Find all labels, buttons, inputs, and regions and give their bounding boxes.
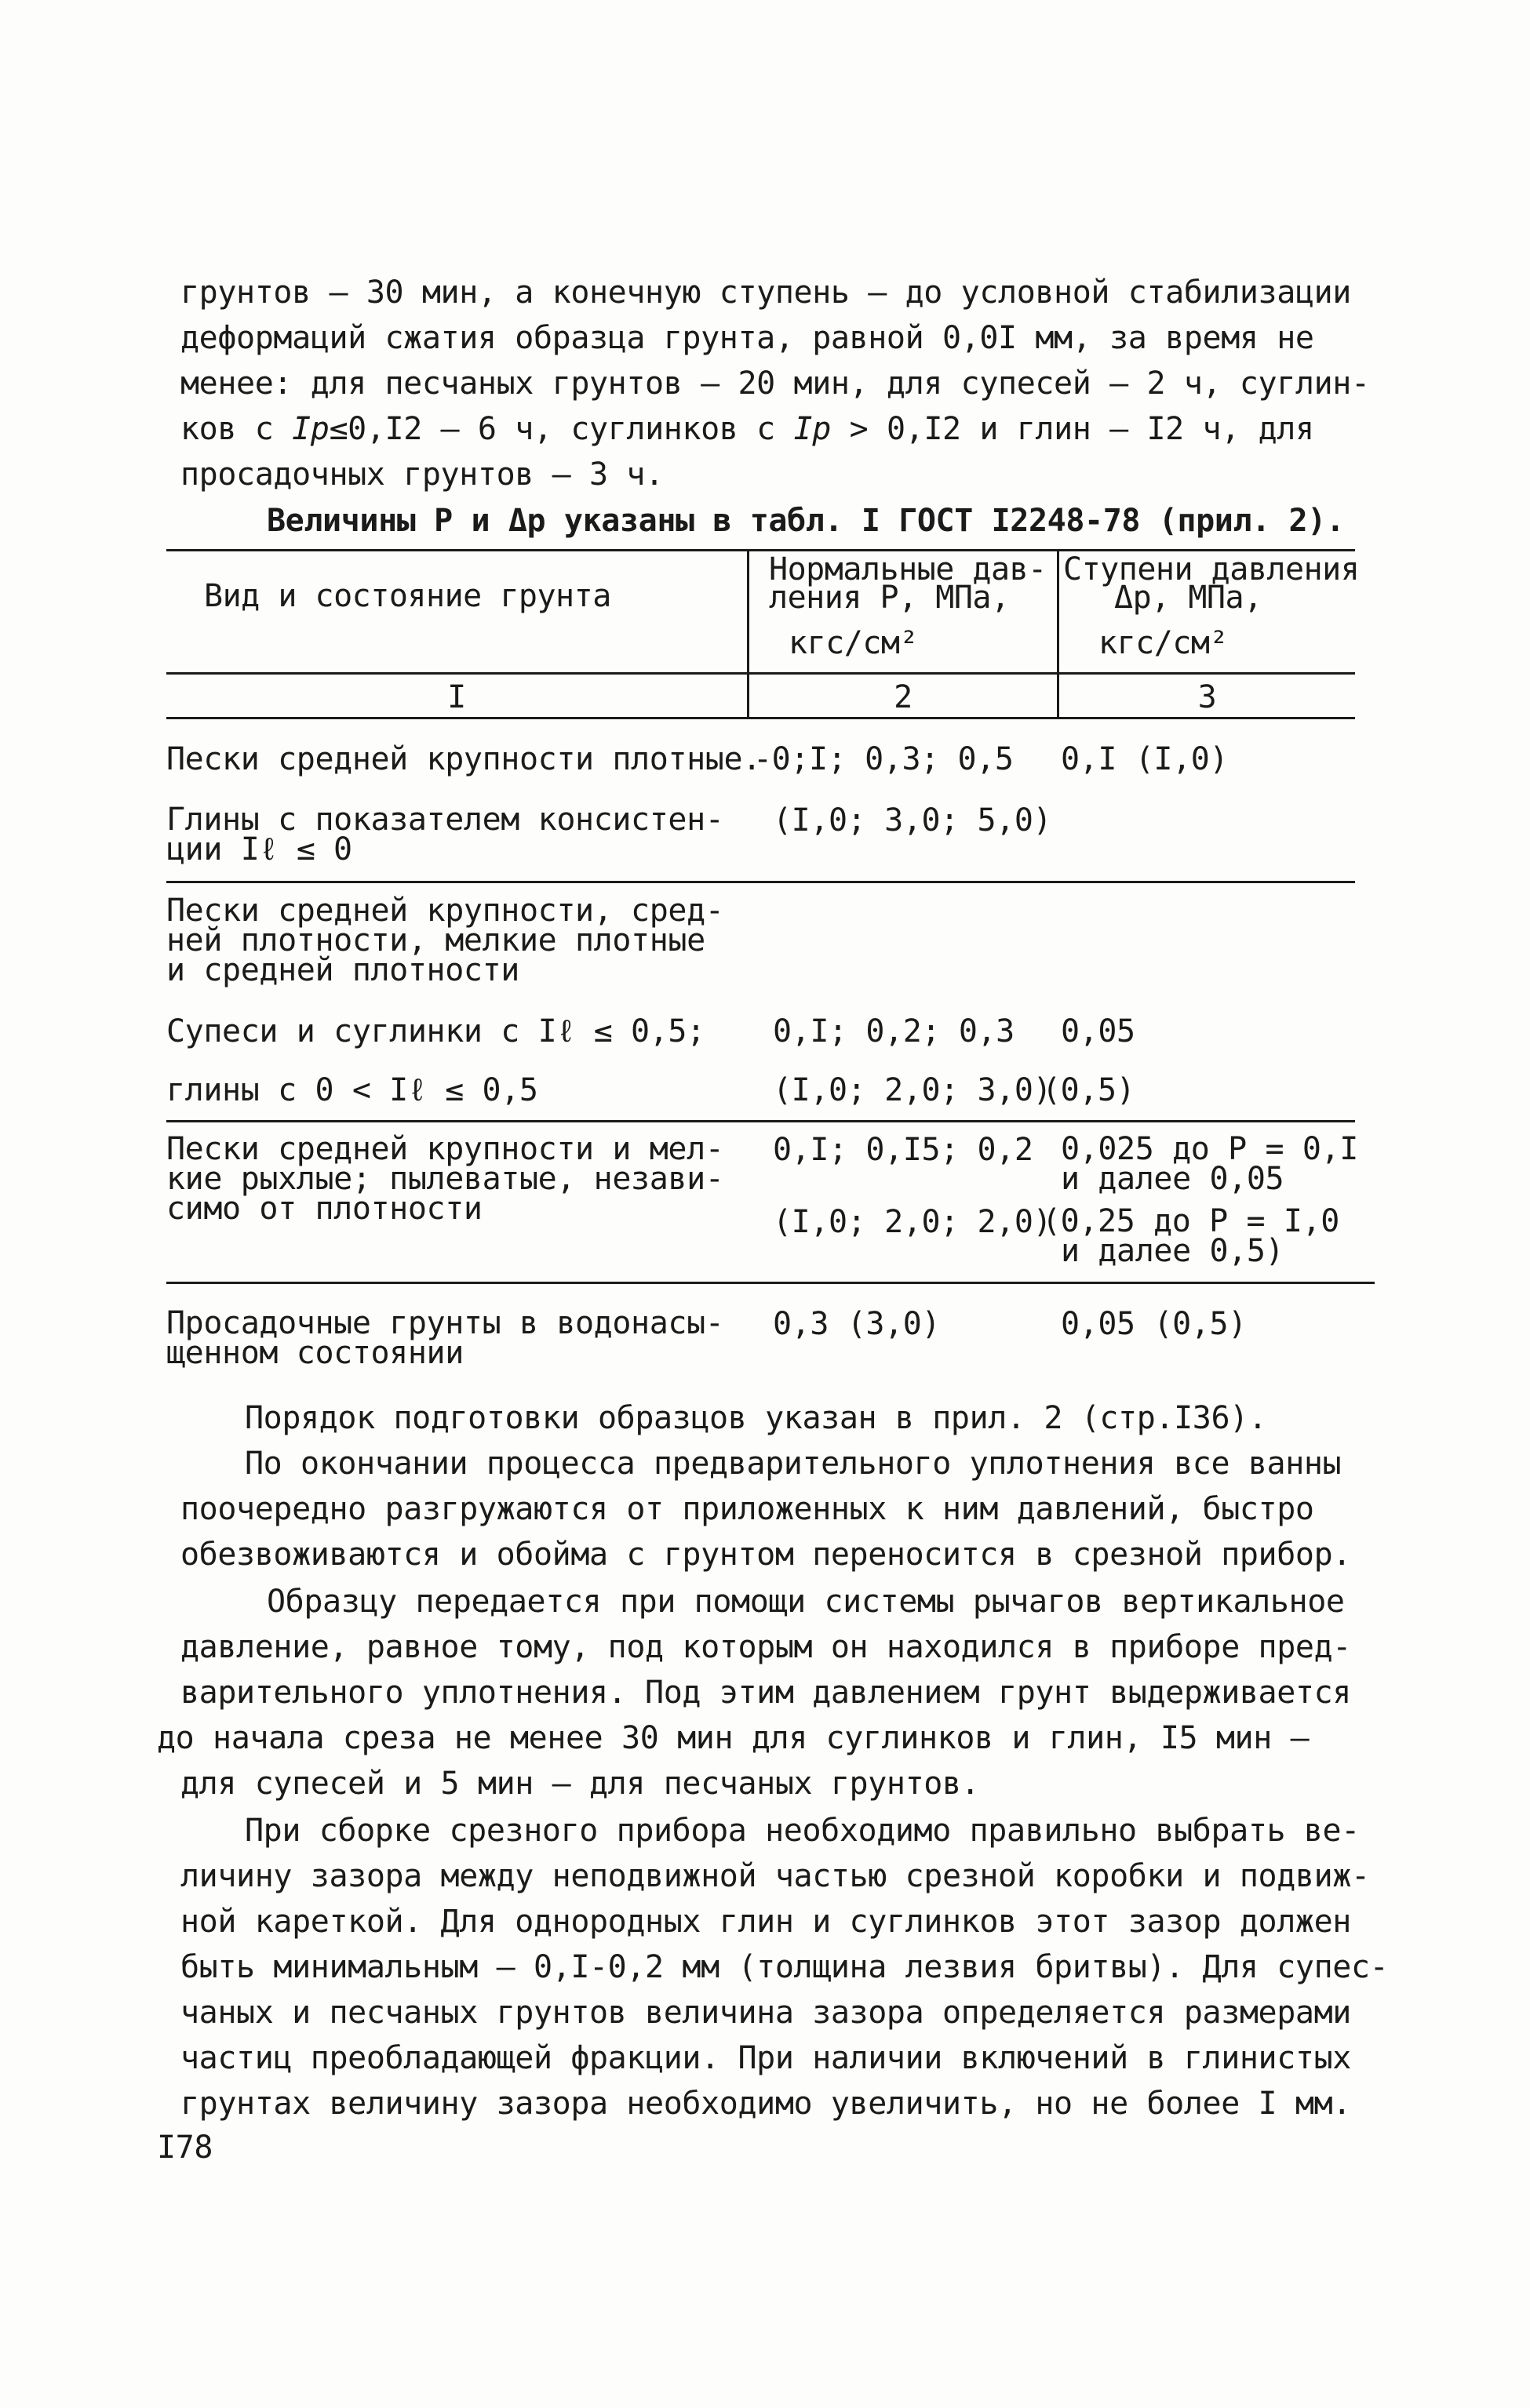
paragraph-line-4 (180, 407, 1373, 451)
page-number: I78 (157, 2130, 213, 2166)
body-line-10: При сборке срезного прибора необходимо правильно выбрать ве- (245, 1813, 1360, 1849)
header-pressure-step-1: Ступени давления (1063, 551, 1360, 587)
g3-step-line2: и далее 0,05 (1061, 1161, 1284, 1197)
ip-symbol-2: Ip (793, 411, 831, 447)
ip-symbol: Ip (292, 411, 330, 447)
g1-row2-pressure: (I,0; 3,0; 5,0) (773, 802, 1052, 838)
column-number-1: I (447, 679, 466, 715)
body-line-11: личину зазора между неподвижной частью срезной коробки и подвиж- (180, 1858, 1370, 1894)
g1-row1-pressure: -0;I; 0,3; 0,5 (753, 741, 1014, 777)
g2-row2-step: 0,05 (1061, 1013, 1135, 1049)
g2-row3-soil: глины с 0 < Iℓ ≤ 0,5 (166, 1072, 538, 1108)
g2-row1-soil-line3: и средней плотности (166, 952, 519, 988)
g3-step-line3: (0,25 до Р = I,0 (1042, 1203, 1339, 1239)
body-line-3: поочередно разгружаются от приложенных к ним давлений, быстро (180, 1491, 1314, 1527)
g1-row1-step: 0,I (I,0) (1061, 741, 1229, 777)
header-pressure-step-2: Δр, МПа, (1114, 580, 1262, 616)
g1-row1-soil: Пески средней крупности плотные. (166, 741, 761, 777)
paragraph-line-5: просадочных грунтов – 3 ч. (180, 457, 664, 493)
header-normal-pressure-1: Нормальные дав- (769, 551, 1047, 587)
g2-row2-soil: Супеси и суглинки с Iℓ ≤ 0,5; (166, 1013, 705, 1049)
header-pressure-step-3: кгс/см² (1098, 625, 1229, 661)
body-line-1: Порядок подготовки образцов указан в прил. 2 (стр.I36). (245, 1400, 1267, 1436)
paragraph-line-2: деформаций сжатия образца грунта, равной 0,0I мм, за время не (180, 320, 1314, 356)
table-number-rule (166, 717, 1355, 719)
g3-soil-line1: Пески средней крупности и мел- (166, 1131, 724, 1167)
g1-row2-soil-line2: ции Iℓ ≤ 0 (166, 831, 352, 868)
body-line-16: грунтах величину зазора необходимо увеличить, но не более I мм. (180, 2086, 1351, 2122)
paragraph-line-4-end: > 0,I2 и глин – I2 ч, для (830, 411, 1314, 447)
group-divider-2 (166, 1120, 1355, 1122)
body-line-5: Образцу передается при помощи системы рычагов вертикальное (267, 1584, 1345, 1620)
body-line-8: до начала среза не менее 30 мин для суглинков и глин, I5 мин – (157, 1720, 1310, 1756)
group-divider-1 (166, 881, 1355, 883)
body-line-14: чаных и песчаных грунтов величина зазора определяется размерами (180, 1995, 1351, 2031)
g2-row2-pressure: 0,I; 0,2; 0,3 (773, 1013, 1015, 1049)
column-number-2: 2 (894, 679, 913, 715)
header-normal-pressure-3: кгс/см² (789, 625, 919, 661)
g3-pressure-line2: (I,0; 2,0; 2,0) (773, 1204, 1052, 1240)
g2-row3-step: (0,5) (1042, 1072, 1135, 1108)
g3-soil-line3: симо от плотности (166, 1191, 483, 1227)
body-line-9: для супесей и 5 мин – для песчаных грунтов. (180, 1766, 980, 1802)
body-line-15: частиц преобладающей фракции. При наличии включений в глинистых (180, 2040, 1351, 2076)
g3-step-line1: 0,025 до Р = 0,I (1061, 1131, 1358, 1167)
paragraph-line-3: менее: для песчаных грунтов – 20 мин, для супесей – 2 ч, суглин- (180, 366, 1370, 402)
body-line-7: варительного уплотнения. Под этим давлением грунт выдерживается (180, 1675, 1351, 1711)
table-caption: Величины Р и Δр указаны в табл. I ГОСТ I2248-78 (прил. 2). (267, 503, 1345, 539)
g1-row2-soil-line1: Глины с показателем консистен- (166, 802, 724, 838)
header-soil-type: Вид и состояние грунта (204, 578, 611, 614)
table-header-rule (166, 672, 1355, 675)
g4-step: 0,05 (0,5) (1061, 1306, 1247, 1342)
g2-row1-soil-line1: Пески средней крупности, сред- (166, 893, 724, 929)
g3-pressure-line1: 0,I; 0,I5; 0,2 (773, 1132, 1033, 1168)
group-divider-3 (166, 1282, 1375, 1284)
body-line-4: обезвоживаются и обойма с грунтом переносится в срезной прибор. (180, 1537, 1351, 1573)
g4-soil-line2: щенном состоянии (166, 1335, 464, 1371)
paragraph-line-4-mid: ≤0,I2 – 6 ч, суглинков с (329, 411, 794, 447)
g4-soil-line1: Просадочные грунты в водонасы- (166, 1305, 724, 1341)
g3-soil-line2: кие рыхлые; пылеватые, незави- (166, 1161, 724, 1197)
body-line-12: ной кареткой. Для однородных глин и суглинков этот зазор должен (180, 1904, 1351, 1940)
g3-step-line4: и далее 0,5) (1061, 1233, 1284, 1269)
g2-row3-pressure: (I,0; 2,0; 3,0) (773, 1072, 1052, 1108)
body-line-2: По окончании процесса предварительного уплотнения все ванны (245, 1446, 1342, 1482)
g4-pressure: 0,3 (3,0) (773, 1306, 941, 1342)
column-number-3: 3 (1197, 679, 1217, 715)
paragraph-line-4-start: ков с (180, 411, 293, 447)
g2-row1-soil-line2: ней плотности, мелкие плотные (166, 922, 705, 958)
body-line-13: быть минимальным – 0,I-0,2 мм (толщина лезвия бритвы). Для супес- (180, 1949, 1389, 1985)
paragraph-line-1: грунтов – 30 мин, а конечную ступень – до условной стабилизации (180, 275, 1351, 311)
body-line-6: давление, равное тому, под которым он находился в приборе пред- (180, 1629, 1351, 1665)
header-normal-pressure-2: ления Р, МПа, (769, 580, 1010, 616)
